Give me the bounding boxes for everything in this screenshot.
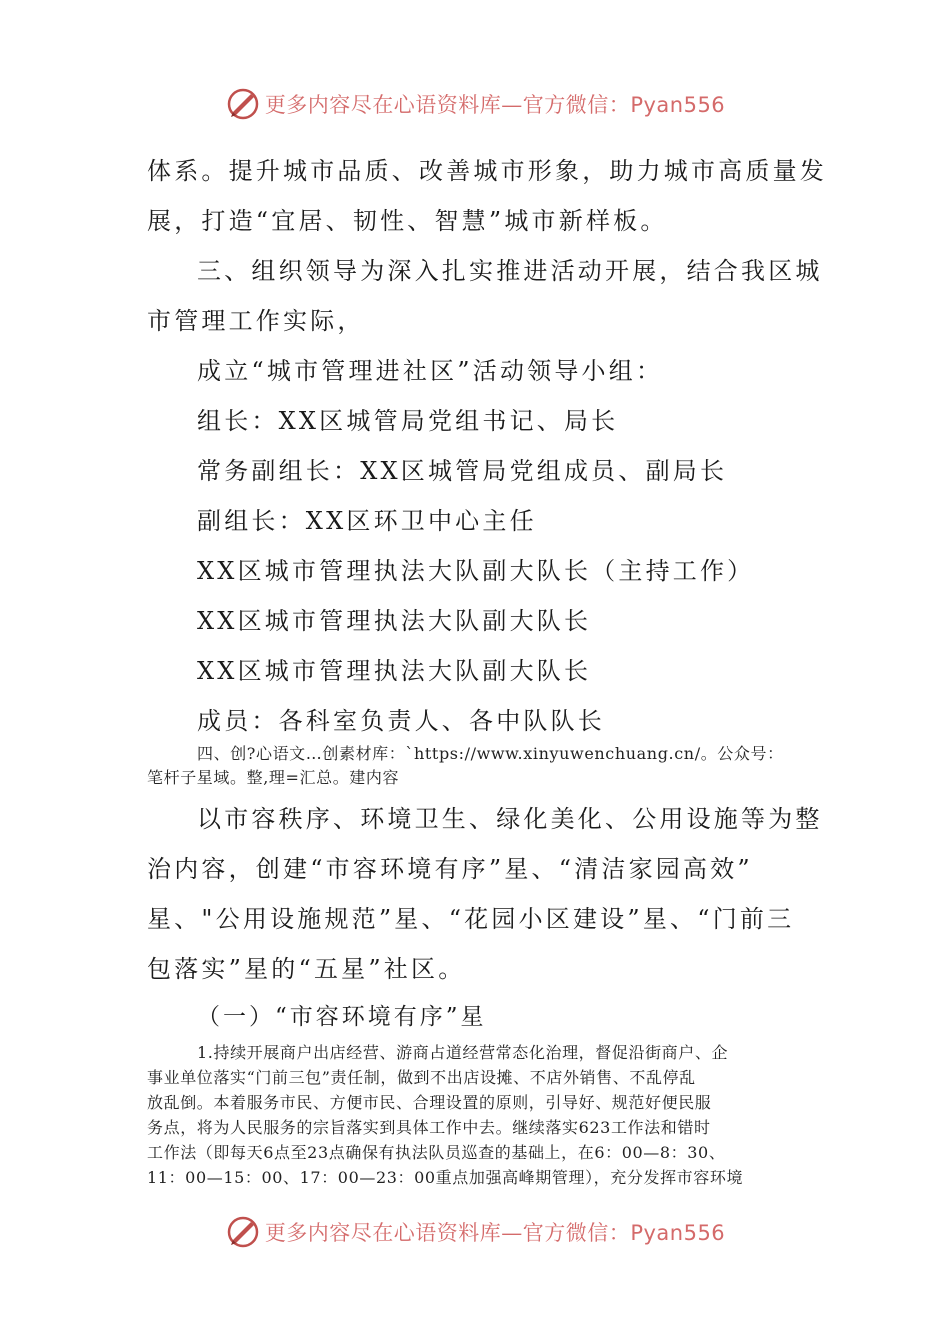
body-line: 治内容，创建“市容环境有序”星、“清洁家园高效”: [147, 855, 753, 883]
body-line: 成立“城市管理进社区”活动领导小组：: [197, 357, 664, 385]
small-line: 笔杆子星域。整,理=汇总。建内容: [147, 768, 400, 787]
body-line: 体系。提升城市品质、改善城市形象，助力城市高质量发: [147, 157, 827, 185]
small-line: 四、创?心语文…创素材库：`https://www.xinyuwenchuang.cn/。公众号：: [197, 744, 784, 763]
small-line: 工作法（即每天6点至23点确保有执法队员巡查的基础上，在6：00—8：30、: [147, 1143, 726, 1162]
banner-text: 更多内容尽在心语资料库—官方微信：Pyan556: [264, 93, 726, 117]
body-line: 市管理工作实际，: [147, 307, 365, 335]
body-line: 以市容秩序、环境卫生、绿化美化、公用设施等为整: [197, 805, 823, 833]
section-heading: 三、组织领导为深入扎实推进活动开展，结合我区城: [197, 257, 823, 285]
small-line: 1.持续开展商户出店经营、游商占道经营常态化治理，督促沿街商户、企: [197, 1043, 729, 1062]
body-line: 展，打造“宜居、韧性、智慧”城市新样板。: [147, 207, 668, 235]
wechat-id: Pyan556: [630, 1221, 726, 1245]
small-line: 事业单位落实“门前三包”责任制，做到不出店设摊、不店外销售、不乱停乱: [147, 1068, 696, 1087]
body-line: 常务副组长：XX区城管局党组成员、副局长: [197, 457, 728, 485]
small-line: 务点，将为人民服务的宗旨落实到具体工作中去。继续落实623工作法和错时: [147, 1118, 711, 1137]
body-line: 星、"公用设施规范”星、“花园小区建设”星、“门前三: [147, 905, 795, 933]
small-line: 放乱倒。本着服务市民、方便市民、合理设置的原则，引导好、规范好便民服: [147, 1093, 712, 1112]
body-line: XX区城市管理执法大队副大队长: [197, 607, 592, 635]
body-line: 组长：XX区城管局党组书记、局长: [197, 407, 619, 435]
header-watermark: [0, 84, 950, 124]
pen-logo-icon: [225, 86, 261, 122]
body-line: XX区城市管理执法大队副大队长: [197, 657, 592, 685]
banner-text: 更多内容尽在心语资料库—官方微信：Pyan556: [264, 1221, 726, 1245]
wechat-id: Pyan556: [630, 93, 726, 117]
body-line: 副组长：XX区环卫中心主任: [197, 507, 537, 535]
body-line: 成员：各科室负责人、各中队队长: [197, 707, 605, 735]
footer-watermark: [0, 1212, 950, 1252]
pen-logo-icon: [225, 1214, 261, 1250]
small-line: 11：00—15：00、17：00—23：00重点加强高峰期管理），充分发挥市容环境: [147, 1168, 744, 1187]
body-line: XX区城市管理执法大队副大队长（主持工作）: [197, 557, 755, 585]
body-line: 包落实”星的“五星”社区。: [147, 955, 466, 983]
subsection-heading: （一）“市容环境有序”星: [197, 1004, 487, 1030]
